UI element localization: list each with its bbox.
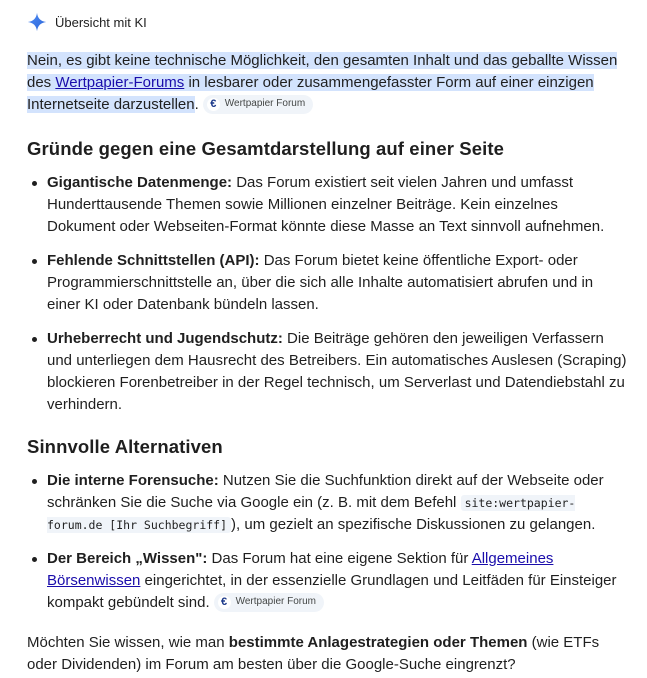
ai-overview-header xyxy=(27,10,627,34)
list-item-text: Nutzen Sie die Suchfunktion direkt auf der Webseite oder schränken Sie die Suche via Google ein (z. B. mit dem Befehl xyxy=(47,472,604,511)
list-item xyxy=(47,250,627,316)
list-item-text: Das Forum hat eine eigene Sektion für xyxy=(207,550,472,567)
list-item-bold: Die interne Forensuche: xyxy=(47,472,219,489)
intro-paragraph xyxy=(27,50,627,116)
euro-icon: € xyxy=(218,596,231,609)
list-item-text: eingerichtet, in der essenzielle Grundlagen und Leitfäden für Einsteiger kompakt gebündelt sind. xyxy=(47,572,617,611)
reasons-list xyxy=(27,172,627,416)
intro-period: . xyxy=(194,96,199,113)
list-item xyxy=(47,470,627,536)
closing-text-1: Möchten Sie wissen, wie man xyxy=(27,634,229,651)
closing-question xyxy=(27,632,627,676)
source-chip[interactable] xyxy=(214,593,324,612)
list-item-text: Das Forum existiert seit vielen Jahren und umfasst Hunderttausende Themen sowie Millionen einzelner Beiträge. Kein einzelnes Dokument oder Webseiten-Format könnte diese Masse an Text sinnvoll aufnehmen. xyxy=(47,174,605,235)
ai-overview-title: Übersicht mit KI xyxy=(55,14,147,30)
list-item-bold: Fehlende Schnittstellen (API): xyxy=(47,252,260,269)
list-item-text: Die Beiträge gehören den jeweiligen Verfassern und unterliegen dem Hausrecht des Betreibers. Ein automatisches Auslesen (Scraping) blockieren Forenbetreiber in der Regel technisch, um Serverlast und Datendiebstahl zu verhindern. xyxy=(47,330,627,413)
list-item-text: ), um gezielt an spezifische Diskussionen zu gelangen. xyxy=(231,516,596,533)
wertpapier-forum-link[interactable]: Wertpapier-Forums xyxy=(55,74,185,91)
list-item xyxy=(47,548,627,614)
list-item-bold: Gigantische Datenmenge: xyxy=(47,174,233,191)
section-title-alternatives: Sinnvolle Alternativen xyxy=(27,436,223,457)
intro-text-2: in lesbarer oder zusammengefasster Form auf einer einzigen Internetseite darzustellen xyxy=(27,74,594,113)
source-chip-label: Wertpapier Forum xyxy=(224,98,306,110)
closing-bold: bestimmte Anlagestrategien oder Themen xyxy=(228,634,528,651)
list-item xyxy=(47,172,627,238)
ai-overview xyxy=(27,10,627,676)
intro-text-1: Nein, es gibt keine technische Möglichkeit, den gesamten Inhalt und das geballte Wissen des xyxy=(27,52,618,91)
alternatives-list xyxy=(27,470,627,614)
sparkle-icon xyxy=(27,12,47,32)
list-item-bold: Urheberrecht und Jugendschutz: xyxy=(47,330,283,347)
source-chip-label: Wertpapier Forum xyxy=(235,596,317,608)
list-item xyxy=(47,328,627,416)
list-item-text: Das Forum bietet keine öffentliche Export- oder Programmierschnittstelle an, über die sich alle Inhalte automatisiert abrufen und in einer KI oder Datenbank bündeln lassen. xyxy=(47,252,594,313)
highlighted-answer xyxy=(27,52,617,113)
section-title-reasons: Gründe gegen eine Gesamtdarstellung auf einer Seite xyxy=(27,138,504,159)
list-item-bold: Der Bereich „Wissen": xyxy=(47,550,208,567)
closing-text-2: (wie ETFs oder Dividenden) im Forum am besten über die Google-Suche eingrenzt? xyxy=(27,634,600,673)
source-chip[interactable] xyxy=(203,95,313,114)
euro-icon: € xyxy=(207,98,220,111)
search-command-code: site:wertpapier-forum.de [Ihr Suchbegriff] xyxy=(47,496,576,532)
boersenwissen-link[interactable]: Allgemeines Börsenwissen xyxy=(47,550,554,589)
